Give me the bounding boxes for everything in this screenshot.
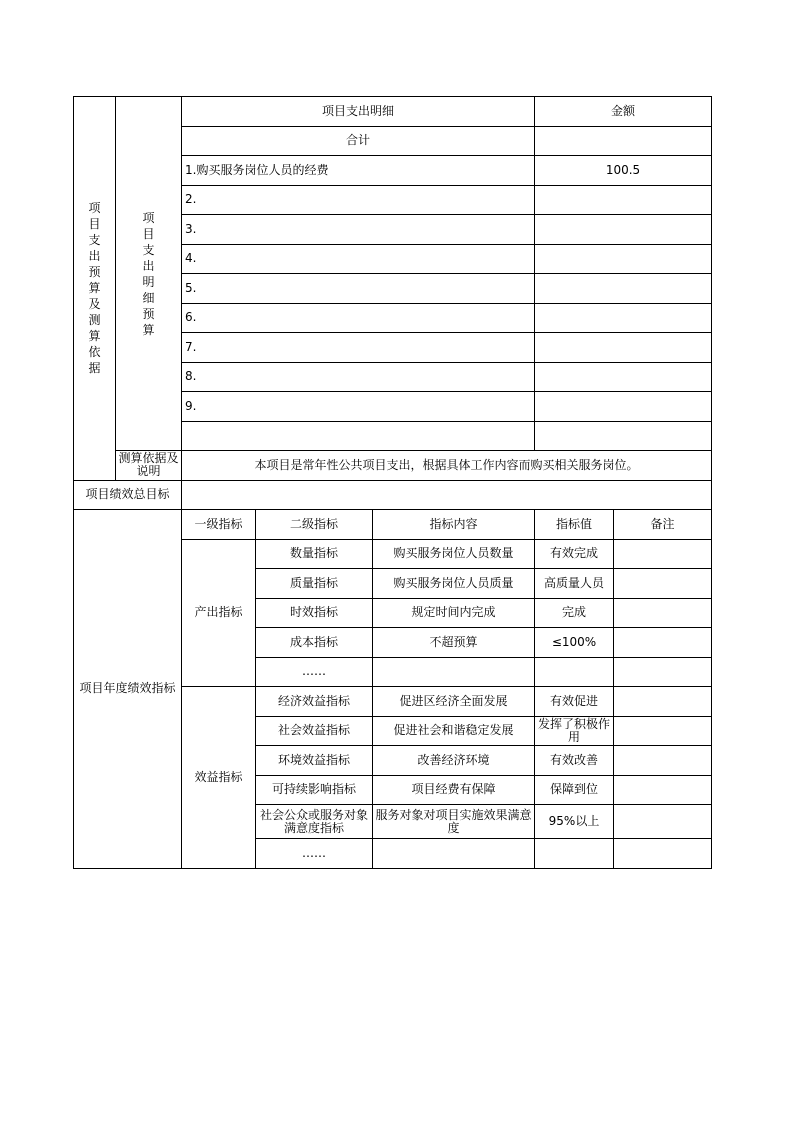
header-note: 备注 xyxy=(614,510,712,540)
indicator-value: 保障到位 xyxy=(535,775,614,805)
budget-header-row xyxy=(74,97,712,127)
budget-item-amount xyxy=(535,274,712,304)
indicator-content: 购买服务岗位人员数量 xyxy=(373,539,535,569)
overall-goal-value xyxy=(182,480,712,510)
indicator-content: 规定时间内完成 xyxy=(373,598,535,628)
indicator-note xyxy=(614,805,712,839)
budget-item-label: 7. xyxy=(182,333,535,363)
amount-header: 金额 xyxy=(535,97,712,127)
budget-item-label: 6. xyxy=(182,303,535,333)
indicator-content: 购买服务岗位人员质量 xyxy=(373,569,535,599)
indicator-note xyxy=(614,687,712,717)
indicator-value: 完成 xyxy=(535,598,614,628)
total-label: 合计 xyxy=(182,126,535,156)
budget-item-label xyxy=(182,421,535,451)
indicator-value xyxy=(535,657,614,687)
budget-item-label: 3. xyxy=(182,215,535,245)
indicator-content: 项目经费有保障 xyxy=(373,775,535,805)
indicator-note xyxy=(614,775,712,805)
indicator-note xyxy=(614,569,712,599)
indicator-note xyxy=(614,657,712,687)
benefit-indicators-label: 效益指标 xyxy=(182,687,256,869)
indicator-level2: 环境效益指标 xyxy=(256,746,373,776)
indicator-content xyxy=(373,657,535,687)
indicator-level2: 社会效益指标 xyxy=(256,716,373,746)
indicator-level2: 经济效益指标 xyxy=(256,687,373,717)
indicator-level2: 质量指标 xyxy=(256,569,373,599)
budget-item-label: 4. xyxy=(182,244,535,274)
header-level2: 二级指标 xyxy=(256,510,373,540)
basis-label: 测算依据及说明 xyxy=(116,451,182,481)
header-value: 指标值 xyxy=(535,510,614,540)
output-indicators-label: 产出指标 xyxy=(182,539,256,687)
indicator-note xyxy=(614,839,712,869)
budget-item-amount xyxy=(535,421,712,451)
indicator-value: 高质量人员 xyxy=(535,569,614,599)
indicator-level2: 时效指标 xyxy=(256,598,373,628)
budget-item-amount: 100.5 xyxy=(535,156,712,186)
indicator-content: 改善经济环境 xyxy=(373,746,535,776)
budget-item-label: 8. xyxy=(182,362,535,392)
indicator-note xyxy=(614,598,712,628)
indicator-note xyxy=(614,628,712,658)
overall-goal-row xyxy=(74,480,712,510)
budget-item-amount xyxy=(535,303,712,333)
indicator-note xyxy=(614,716,712,746)
indicator-note xyxy=(614,539,712,569)
indicator-level2: 社会公众或服务对象满意度指标 xyxy=(256,805,373,839)
budget-item-amount xyxy=(535,362,712,392)
indicator-level2: …… xyxy=(256,839,373,869)
indicator-value: ≤100% xyxy=(535,628,614,658)
detail-header: 项目支出明细 xyxy=(182,97,535,127)
budget-item-label: 5. xyxy=(182,274,535,304)
budget-section-label: 项目支出预算及测算依据 xyxy=(74,97,116,481)
header-level1: 一级指标 xyxy=(182,510,256,540)
budget-item-amount xyxy=(535,333,712,363)
total-amount xyxy=(535,126,712,156)
indicator-value xyxy=(535,839,614,869)
indicator-value: 有效促进 xyxy=(535,687,614,717)
annual-indicators-label: 项目年度绩效指标 xyxy=(74,510,182,869)
indicator-value: 有效改善 xyxy=(535,746,614,776)
indicator-content: 服务对象对项目实施效果满意度 xyxy=(373,805,535,839)
indicator-level2: 数量指标 xyxy=(256,539,373,569)
indicator-note xyxy=(614,746,712,776)
budget-item-amount xyxy=(535,185,712,215)
basis-row xyxy=(74,451,712,481)
indicator-value: 95%以上 xyxy=(535,805,614,839)
indicator-content: 促进社会和谐稳定发展 xyxy=(373,716,535,746)
overall-goal-label: 项目绩效总目标 xyxy=(74,480,182,510)
indicator-header-row xyxy=(74,510,712,540)
budget-item-amount xyxy=(535,392,712,422)
indicator-content xyxy=(373,839,535,869)
indicator-level2: …… xyxy=(256,657,373,687)
performance-budget-table xyxy=(73,96,712,869)
basis-text: 本项目是常年性公共项目支出，根据具体工作内容而购买相关服务岗位。 xyxy=(182,451,712,481)
indicator-level2: 成本指标 xyxy=(256,628,373,658)
budget-item-label: 2. xyxy=(182,185,535,215)
budget-item-label: 1.购买服务岗位人员的经费 xyxy=(182,156,535,186)
budget-item-label: 9. xyxy=(182,392,535,422)
indicator-content: 促进区经济全面发展 xyxy=(373,687,535,717)
indicator-level2: 可持续影响指标 xyxy=(256,775,373,805)
budget-item-amount xyxy=(535,215,712,245)
budget-item-amount xyxy=(535,244,712,274)
header-content: 指标内容 xyxy=(373,510,535,540)
indicator-content: 不超预算 xyxy=(373,628,535,658)
indicator-value: 发挥了积极作用 xyxy=(535,716,614,746)
budget-detail-label: 项目支出明细预算 xyxy=(116,97,182,451)
indicator-value: 有效完成 xyxy=(535,539,614,569)
